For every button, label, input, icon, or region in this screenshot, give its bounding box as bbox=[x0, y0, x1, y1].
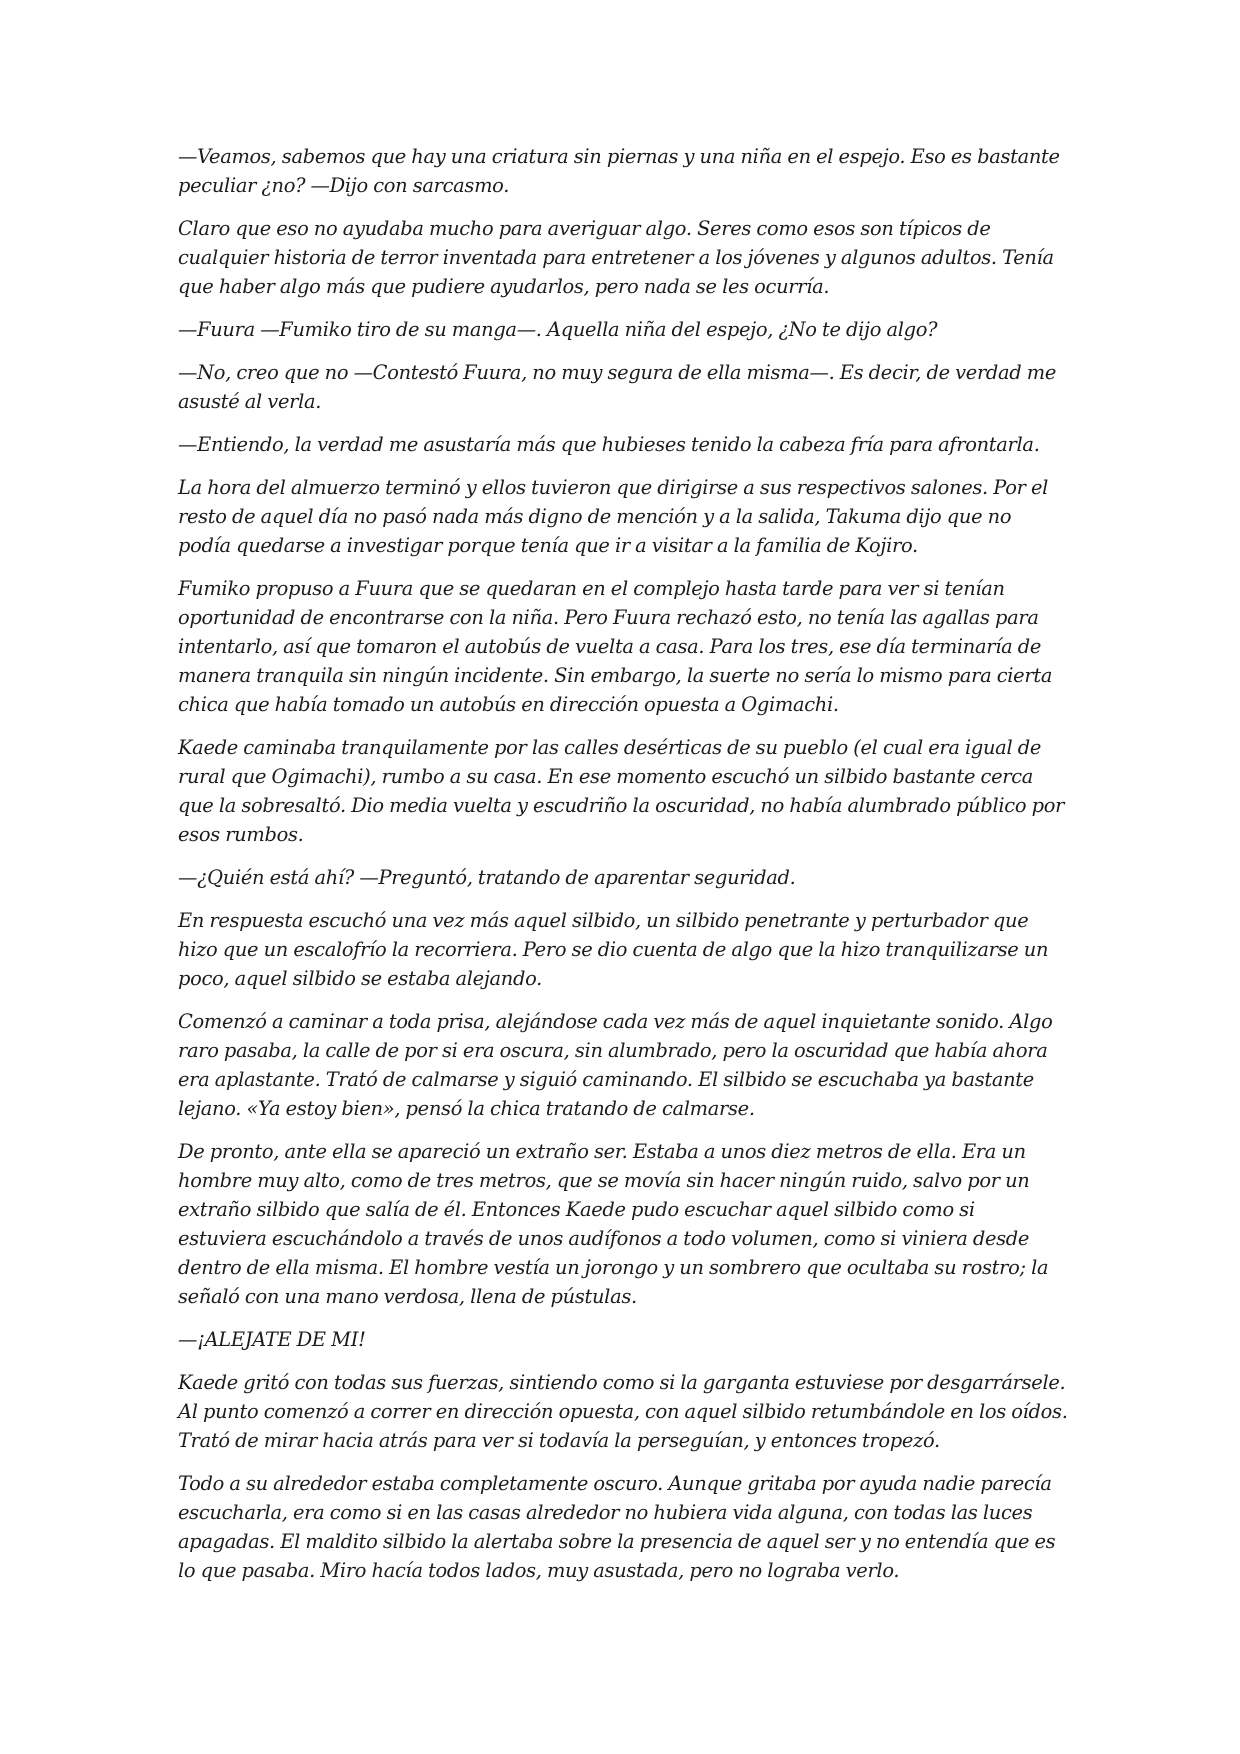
document-page bbox=[178, 142, 1068, 1599]
paragraph: —¡ALEJATE DE MI! bbox=[178, 1328, 366, 1351]
paragraph: —Fuura —Fumiko tiro de su manga—. Aquella niña del espejo, ¿No te dijo algo? bbox=[178, 318, 938, 341]
paragraph: De pronto, ante ella se apareció un extraño ser. Estaba a unos diez metros de ella. Era un hombre muy alto, como de tres metros, que se movía sin hacer ningún ruido, salvo por un extraño silbido que salía de él. Entonces Kaede pudo escuchar aquel silbido como si estuviera escuchándolo a través de unos audífonos a todo volumen, como si viniera desde dentro de ella misma. El hombre vestía un jorongo y un sombrero que ocultaba su rostro; la señaló con una mano verdosa, llena de pústulas. bbox=[178, 1140, 1049, 1308]
paragraph: —Veamos, sabemos que hay una criatura sin piernas y una niña en el espejo. Eso es bastante peculiar ¿no? —Dijo con sarcasmo. bbox=[178, 145, 1060, 197]
paragraph: Comenzó a caminar a toda prisa, alejándose cada vez más de aquel inquietante sonido. Algo raro pasaba, la calle de por si era oscura, sin alumbrado, pero la oscuridad que había ahora era aplastante. Trató de calmarse y siguió caminando. El silbido se escuchaba ya bastante lejano. «Ya estoy bien», pensó la chica tratando de calmarse. bbox=[178, 1010, 1053, 1120]
paragraph: Todo a su alrededor estaba completamente oscuro. Aunque gritaba por ayuda nadie parecía escucharla, era como si en las casas alrededor no hubiera vida alguna, con todas las luces apagadas. El maldito silbido la alertaba sobre la presencia de aquel ser y no entendía que es lo que pasaba. Miro hacía todos lados, muy asustada, pero no lograba verlo. bbox=[178, 1472, 1056, 1582]
paragraph: —¿Quién está ahí? —Preguntó, tratando de aparentar seguridad. bbox=[178, 866, 796, 889]
paragraph: Kaede caminaba tranquilamente por las calles desérticas de su pueblo (el cual era igual de rural que Ogimachi), rumbo a su casa. En ese momento escuchó un silbido bastante cerca que la sobresaltó. Dio media vuelta y escudriño la oscuridad, no había alumbrado público por esos rumbos. bbox=[178, 736, 1065, 846]
paragraph: En respuesta escuchó una vez más aquel silbido, un silbido penetrante y perturbador que hizo que un escalofrío la recorriera. Pero se dio cuenta de algo que la hizo tranquilizarse un poco, aquel silbido se estaba alejando. bbox=[178, 909, 1049, 990]
paragraph: —Entiendo, la verdad me asustaría más que hubieses tenido la cabeza fría para afrontarla. bbox=[178, 433, 1040, 456]
paragraph: Claro que eso no ayudaba mucho para averiguar algo. Seres como esos son típicos de cualquier historia de terror inventada para entretener a los jóvenes y algunos adultos. Tenía que haber algo más que pudiere ayudarlos, pero nada se les ocurría. bbox=[178, 217, 1054, 298]
paragraph: —No, creo que no —Contestó Fuura, no muy segura de ella misma—. Es decir, de verdad me asusté al verla. bbox=[178, 361, 1057, 413]
paragraph: La hora del almuerzo terminó y ellos tuvieron que dirigirse a sus respectivos salones. Por el resto de aquel día no pasó nada más digno de mención y a la salida, Takuma dijo que no podía quedarse a investigar porque tenía que ir a visitar a la familia de Kojiro. bbox=[178, 476, 1049, 557]
paragraph: Kaede gritó con todas sus fuerzas, sintiendo como si la garganta estuviese por desgarrársele. Al punto comenzó a correr en dirección opuesta, con aquel silbido retumbándole en los oídos. Trató de mirar hacia atrás para ver si todavía la perseguían, y entonces tropezó. bbox=[178, 1371, 1068, 1452]
paragraph: Fumiko propuso a Fuura que se quedaran en el complejo hasta tarde para ver si tenían oportunidad de encontrarse con la niña. Pero Fuura rechazó esto, no tenía las agallas para intentarlo, así que tomaron el autobús de vuelta a casa. Para los tres, ese día terminaría de manera tranquila sin ningún incidente. Sin embargo, la suerte no sería lo mismo para cierta chica que había tomado un autobús en dirección opuesta a Ogimachi. bbox=[178, 577, 1053, 716]
